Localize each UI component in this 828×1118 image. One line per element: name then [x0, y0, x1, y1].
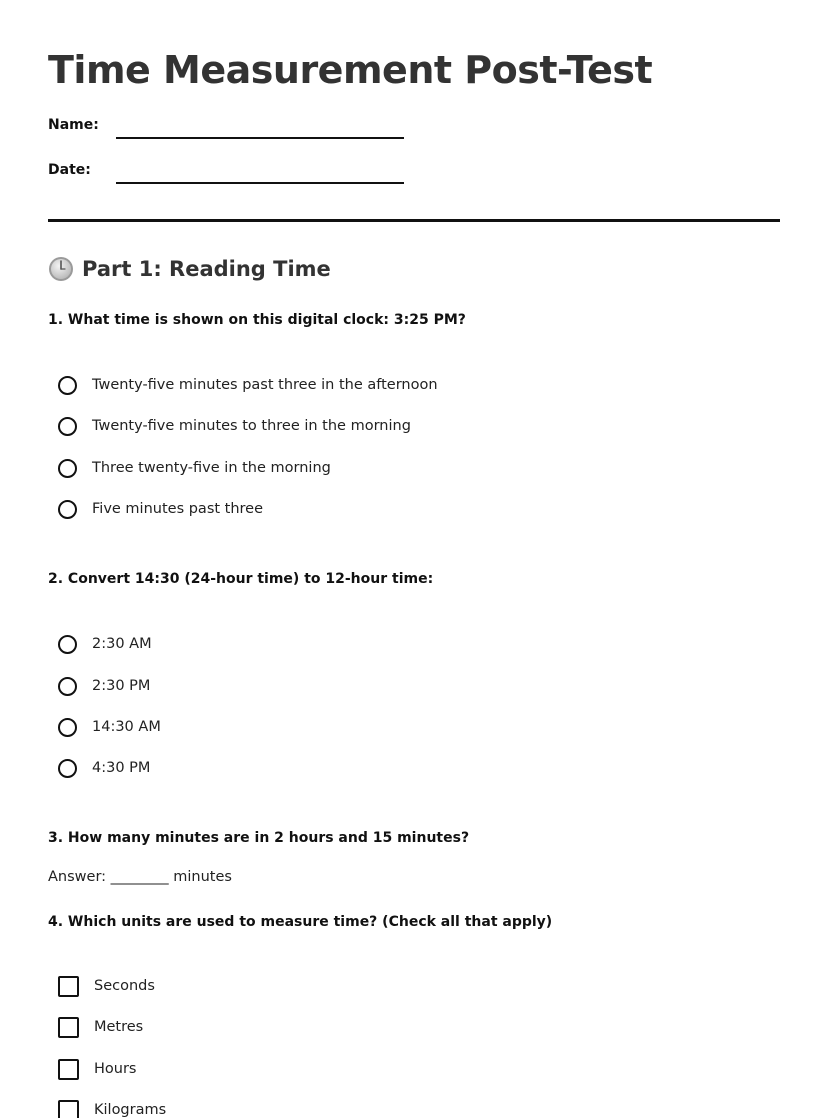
- option-label: Hours: [94, 1061, 137, 1077]
- answer-prefix: Answer:: [48, 869, 107, 885]
- question-4: 4. Which units are used to measure time? (Check all that apply): [48, 914, 553, 930]
- q4-option-4[interactable]: [58, 1098, 166, 1118]
- date-field: [48, 162, 408, 186]
- clock-icon: [48, 256, 74, 282]
- radio-button[interactable]: [58, 417, 77, 436]
- option-label: Kilograms: [94, 1102, 167, 1118]
- option-label: 4:30 PM: [92, 760, 151, 776]
- radio-button[interactable]: [58, 677, 77, 696]
- option-label: Twenty-five minutes to three in the morning: [92, 418, 411, 434]
- checkbox[interactable]: [58, 1017, 79, 1038]
- checkbox[interactable]: [58, 976, 79, 997]
- option-label: Seconds: [94, 978, 155, 994]
- option-label: 2:30 AM: [92, 636, 152, 652]
- radio-button[interactable]: [58, 635, 77, 654]
- q1-option-2[interactable]: [58, 414, 411, 438]
- option-label: Twenty-five minutes past three in the afternoon: [92, 377, 438, 393]
- radio-button[interactable]: [58, 459, 77, 478]
- answer-suffix: minutes: [173, 869, 232, 885]
- radio-button[interactable]: [58, 500, 77, 519]
- name-field: [48, 117, 408, 141]
- section-title-text: Part 1: Reading Time: [82, 257, 331, 281]
- q2-option-4[interactable]: [58, 756, 150, 780]
- date-input-line[interactable]: [116, 182, 404, 184]
- q2-option-3[interactable]: [58, 715, 161, 739]
- radio-button[interactable]: [58, 759, 77, 778]
- q4-option-1[interactable]: [58, 974, 155, 998]
- answer-blank[interactable]: ________: [110, 869, 169, 885]
- header-divider: [48, 219, 780, 222]
- page-title: Time Measurement Post-Test: [48, 48, 653, 92]
- q1-option-4[interactable]: [58, 497, 263, 521]
- name-label: Name:: [48, 117, 99, 133]
- question-2: 2. Convert 14:30 (24-hour time) to 12-hour time:: [48, 571, 434, 587]
- option-label: 2:30 PM: [92, 678, 151, 694]
- checkbox[interactable]: [58, 1059, 79, 1080]
- answer-line: [48, 869, 232, 885]
- checkbox[interactable]: [58, 1100, 79, 1118]
- option-label: 14:30 AM: [92, 719, 161, 735]
- q1-option-1[interactable]: [58, 373, 438, 397]
- q4-option-2[interactable]: [58, 1015, 143, 1039]
- section-title: [48, 256, 331, 282]
- question-1: 1. What time is shown on this digital clock: 3:25 PM?: [48, 312, 466, 328]
- name-input-line[interactable]: [116, 137, 404, 139]
- q2-option-2[interactable]: [58, 674, 150, 698]
- option-label: Three twenty-five in the morning: [92, 460, 331, 476]
- option-label: Five minutes past three: [92, 501, 264, 517]
- date-label: Date:: [48, 162, 91, 178]
- q1-option-3[interactable]: [58, 456, 331, 480]
- radio-button[interactable]: [58, 718, 77, 737]
- option-label: Metres: [94, 1019, 144, 1035]
- question-3: 3. How many minutes are in 2 hours and 15 minutes?: [48, 830, 470, 846]
- q2-option-1[interactable]: [58, 632, 152, 656]
- q4-option-3[interactable]: [58, 1057, 136, 1081]
- radio-button[interactable]: [58, 376, 77, 395]
